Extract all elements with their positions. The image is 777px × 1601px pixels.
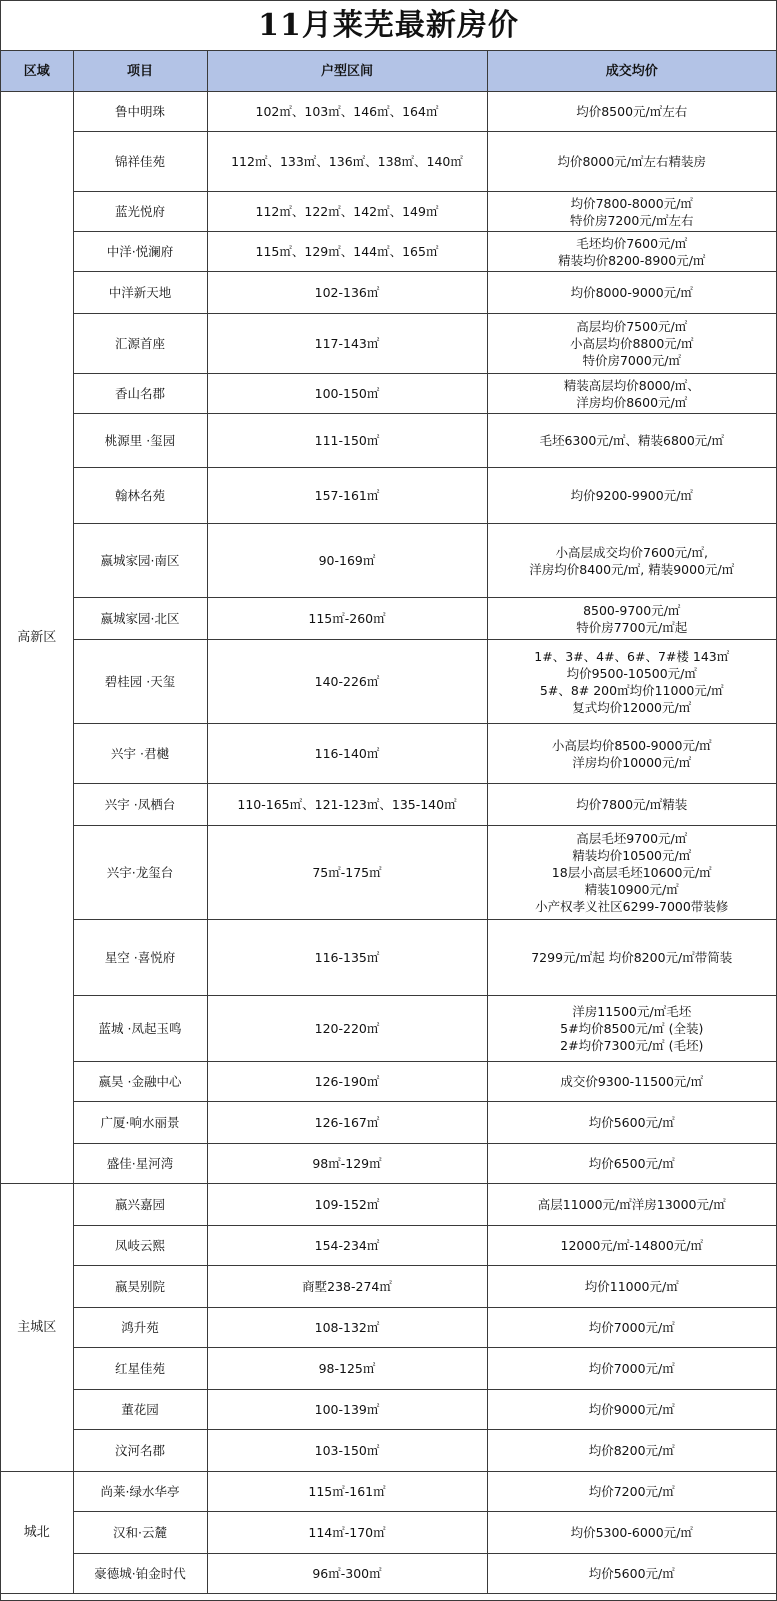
avg-price-cell (487, 1554, 776, 1594)
project-cell: 豪德城·铂金时代 (73, 1554, 207, 1594)
price-line: 精装均价8200-8900元/㎡ (558, 252, 706, 268)
price-line: 洋房均价10000元/㎡ (572, 754, 692, 770)
project-cell: 锦祥佳苑 (73, 132, 207, 192)
avg-price-cell (487, 1308, 776, 1348)
table-row (1, 1472, 776, 1512)
avg-price-cell (487, 1062, 776, 1102)
table-row (1, 132, 776, 192)
price-line: 特价房7700元/㎡起 (576, 619, 688, 635)
size-range-cell: 111-150㎡ (207, 414, 487, 468)
size-range-cell: 115㎡-260㎡ (207, 598, 487, 640)
size-range-cell: 98㎡-129㎡ (207, 1144, 487, 1184)
avg-price-cell (487, 1144, 776, 1184)
avg-price-cell (487, 1512, 776, 1554)
avg-price-cell (487, 1390, 776, 1430)
price-line: 复式均价12000元/㎡ (572, 699, 692, 715)
project-cell: 蓝光悦府 (73, 192, 207, 232)
avg-price-cell (487, 468, 776, 524)
table-row (1, 1554, 776, 1594)
avg-price-cell (487, 1184, 776, 1226)
price-line: 毛坯6300元/㎡、精装6800元/㎡ (539, 433, 725, 448)
size-range-cell: 103-150㎡ (207, 1430, 487, 1472)
avg-price-cell (487, 1472, 776, 1512)
avg-price-cell (487, 1430, 776, 1472)
price-line: 均价11000元/㎡ (584, 1279, 679, 1294)
avg-price-cell (487, 920, 776, 996)
price-line: 小产权孝义社区6299-7000带装修 (535, 899, 729, 914)
avg-price-cell (487, 92, 776, 132)
price-line: 均价6500元/㎡ (588, 1156, 675, 1171)
header-size-range: 户型区间 (207, 51, 487, 92)
table-row (1, 468, 776, 524)
price-line: 均价5600元/㎡ (588, 1115, 675, 1130)
price-line: 洋房均价8600元/㎡ (576, 394, 688, 410)
project-cell: 翰林名苑 (73, 468, 207, 524)
region-cell: 城北 (1, 1472, 73, 1594)
size-range-cell: 102㎡、103㎡、146㎡、164㎡ (207, 92, 487, 132)
price-line: 均价8000元/㎡左右精装房 (557, 154, 707, 169)
price-line: 成交价9300-11500元/㎡ (560, 1074, 704, 1089)
header-row (1, 51, 776, 92)
price-line: 5#均价8500元/㎡ (全装) (560, 1021, 704, 1036)
avg-price-cell (487, 598, 776, 640)
project-cell: 香山名郡 (73, 374, 207, 414)
region-cell: 高新区 (1, 92, 73, 1184)
price-line: 高层均价7500元/㎡ (576, 319, 688, 334)
table-row (1, 1512, 776, 1554)
avg-price-cell (487, 826, 776, 920)
table-row (1, 598, 776, 640)
size-range-cell: 100-150㎡ (207, 374, 487, 414)
table-row (1, 1184, 776, 1226)
project-cell: 星空 ·喜悦府 (73, 920, 207, 996)
avg-price-cell (487, 132, 776, 192)
price-line: 18层小高层毛坯10600元/㎡ (551, 865, 712, 880)
table-row (1, 92, 776, 132)
avg-price-cell (487, 524, 776, 598)
project-cell: 桃源里 ·玺园 (73, 414, 207, 468)
price-line: 均价7000元/㎡ (588, 1320, 675, 1335)
size-range-cell: 商墅238-274㎡ (207, 1266, 487, 1308)
price-line: 精装10900元/㎡ (584, 882, 679, 897)
price-line: 均价7200元/㎡ (588, 1484, 675, 1499)
price-line: 小高层成交均价7600元/㎡, (555, 544, 708, 560)
table-row (1, 724, 776, 784)
size-range-cell: 98-125㎡ (207, 1348, 487, 1390)
price-line: 均价7000元/㎡ (588, 1361, 675, 1376)
table-row (1, 1348, 776, 1390)
price-line: 5#、8# 200㎡均价11000元/㎡ (539, 682, 724, 698)
price-line: 1#、3#、4#、6#、7#楼 143㎡ (534, 648, 730, 664)
size-range-cell: 157-161㎡ (207, 468, 487, 524)
table-row (1, 374, 776, 414)
price-line: 均价5300-6000元/㎡ (570, 1525, 693, 1540)
table-row (1, 640, 776, 724)
project-cell: 中洋·悦澜府 (73, 232, 207, 272)
header-avg-price: 成交均价 (487, 51, 776, 92)
size-range-cell: 109-152㎡ (207, 1184, 487, 1226)
table-row (1, 1062, 776, 1102)
price-line: 8500-9700元/㎡ (583, 602, 681, 618)
project-cell: 嬴兴嘉园 (73, 1184, 207, 1226)
project-cell: 凤岐云熙 (73, 1226, 207, 1266)
size-range-cell: 126-190㎡ (207, 1062, 487, 1102)
project-cell: 盛佳·星河湾 (73, 1144, 207, 1184)
size-range-cell: 114㎡-170㎡ (207, 1512, 487, 1554)
price-line: 洋房11500元/㎡毛坯 (572, 1004, 692, 1019)
table-row (1, 1226, 776, 1266)
page-title: 11月莱芜最新房价 (1, 1, 776, 51)
table-row (1, 314, 776, 374)
project-cell: 嬴城家园·北区 (73, 598, 207, 640)
table-row (1, 920, 776, 996)
price-line: 均价9000元/㎡ (588, 1402, 675, 1417)
table-row (1, 1266, 776, 1308)
region-cell: 主城区 (1, 1184, 73, 1472)
table-row (1, 826, 776, 920)
size-range-cell: 110-165㎡、121-123㎡、135-140㎡ (207, 784, 487, 826)
price-line: 洋房均价8400元/㎡, 精装9000元/㎡ (529, 561, 735, 577)
price-line: 均价7800元/㎡精装 (576, 797, 688, 812)
project-cell: 汶河名郡 (73, 1430, 207, 1472)
price-line: 均价8000-9000元/㎡ (570, 285, 693, 300)
avg-price-cell (487, 724, 776, 784)
avg-price-cell (487, 232, 776, 272)
project-cell: 汉和·云麓 (73, 1512, 207, 1554)
table-row (1, 524, 776, 598)
project-cell: 汇源首座 (73, 314, 207, 374)
size-range-cell: 112㎡、133㎡、136㎡、138㎡、140㎡ (207, 132, 487, 192)
price-line: 小高层均价8500-9000元/㎡ (551, 737, 712, 753)
project-cell: 嬴昊 ·金融中心 (73, 1062, 207, 1102)
project-cell: 中洋新天地 (73, 272, 207, 314)
avg-price-cell (487, 784, 776, 826)
table-row (1, 784, 776, 826)
table-row (1, 192, 776, 232)
price-line: 精装均价10500元/㎡ (572, 848, 692, 863)
project-cell: 广厦·响水丽景 (73, 1102, 207, 1144)
price-line: 均价5600元/㎡ (588, 1566, 675, 1581)
table-row (1, 272, 776, 314)
avg-price-cell (487, 374, 776, 414)
table-row (1, 996, 776, 1062)
size-range-cell: 116-140㎡ (207, 724, 487, 784)
price-line: 特价房7000元/㎡ (582, 353, 682, 368)
size-range-cell: 115㎡-161㎡ (207, 1472, 487, 1512)
price-line: 高层11000元/㎡洋房13000元/㎡ (537, 1197, 726, 1212)
size-range-cell: 154-234㎡ (207, 1226, 487, 1266)
project-cell: 嬴昊别院 (73, 1266, 207, 1308)
price-table (1, 51, 776, 1594)
project-cell: 董花园 (73, 1390, 207, 1430)
size-range-cell: 116-135㎡ (207, 920, 487, 996)
size-range-cell: 112㎡、122㎡、142㎡、149㎡ (207, 192, 487, 232)
size-range-cell: 100-139㎡ (207, 1390, 487, 1430)
project-cell: 鸿升苑 (73, 1308, 207, 1348)
price-line: 均价8200元/㎡ (588, 1443, 675, 1458)
header-region: 区域 (1, 51, 73, 92)
avg-price-cell (487, 414, 776, 468)
size-range-cell: 75㎡-175㎡ (207, 826, 487, 920)
project-cell: 嬴城家园·南区 (73, 524, 207, 598)
table-row (1, 232, 776, 272)
price-line: 12000元/㎡-14800元/㎡ (560, 1238, 703, 1253)
header-project: 项目 (73, 51, 207, 92)
price-line: 2#均价7300元/㎡ (毛坯) (560, 1038, 704, 1053)
avg-price-cell (487, 1348, 776, 1390)
size-range-cell: 126-167㎡ (207, 1102, 487, 1144)
avg-price-cell (487, 996, 776, 1062)
project-cell: 红星佳苑 (73, 1348, 207, 1390)
avg-price-cell (487, 1226, 776, 1266)
price-line: 特价房7200元/㎡左右 (569, 212, 694, 228)
avg-price-cell (487, 640, 776, 724)
price-line: 均价8500元/㎡左右 (576, 104, 688, 119)
avg-price-cell (487, 1102, 776, 1144)
price-line: 均价7800-8000元/㎡ (570, 195, 693, 211)
size-range-cell: 90-169㎡ (207, 524, 487, 598)
size-range-cell: 120-220㎡ (207, 996, 487, 1062)
project-cell: 鲁中明珠 (73, 92, 207, 132)
avg-price-cell (487, 314, 776, 374)
table-row (1, 1390, 776, 1430)
size-range-cell: 108-132㎡ (207, 1308, 487, 1348)
price-line: 7299元/㎡起 均价8200元/㎡带简装 (531, 950, 733, 965)
project-cell: 兴宇·龙玺台 (73, 826, 207, 920)
price-line: 均价9200-9900元/㎡ (570, 488, 693, 503)
table-row (1, 1144, 776, 1184)
avg-price-cell (487, 272, 776, 314)
size-range-cell: 117-143㎡ (207, 314, 487, 374)
price-line: 高层毛坯9700元/㎡ (576, 831, 688, 846)
size-range-cell: 96㎡-300㎡ (207, 1554, 487, 1594)
price-line: 毛坯均价7600元/㎡ (576, 235, 688, 251)
avg-price-cell (487, 1266, 776, 1308)
price-line: 精装高层均价8000/㎡、 (563, 377, 700, 393)
price-line: 小高层均价8800元/㎡ (569, 336, 694, 351)
size-range-cell: 140-226㎡ (207, 640, 487, 724)
price-line: 均价9500-10500元/㎡ (566, 665, 697, 681)
avg-price-cell (487, 192, 776, 232)
project-cell: 兴宇 ·君樾 (73, 724, 207, 784)
table-row (1, 1430, 776, 1472)
project-cell: 蓝城 ·凤起玉鸣 (73, 996, 207, 1062)
table-row (1, 414, 776, 468)
table-row (1, 1102, 776, 1144)
project-cell: 碧桂园 ·天玺 (73, 640, 207, 724)
project-cell: 尚莱·绿水华亭 (73, 1472, 207, 1512)
size-range-cell: 115㎡、129㎡、144㎡、165㎡ (207, 232, 487, 272)
project-cell: 兴宇 ·凤栖台 (73, 784, 207, 826)
size-range-cell: 102-136㎡ (207, 272, 487, 314)
table-row (1, 1308, 776, 1348)
